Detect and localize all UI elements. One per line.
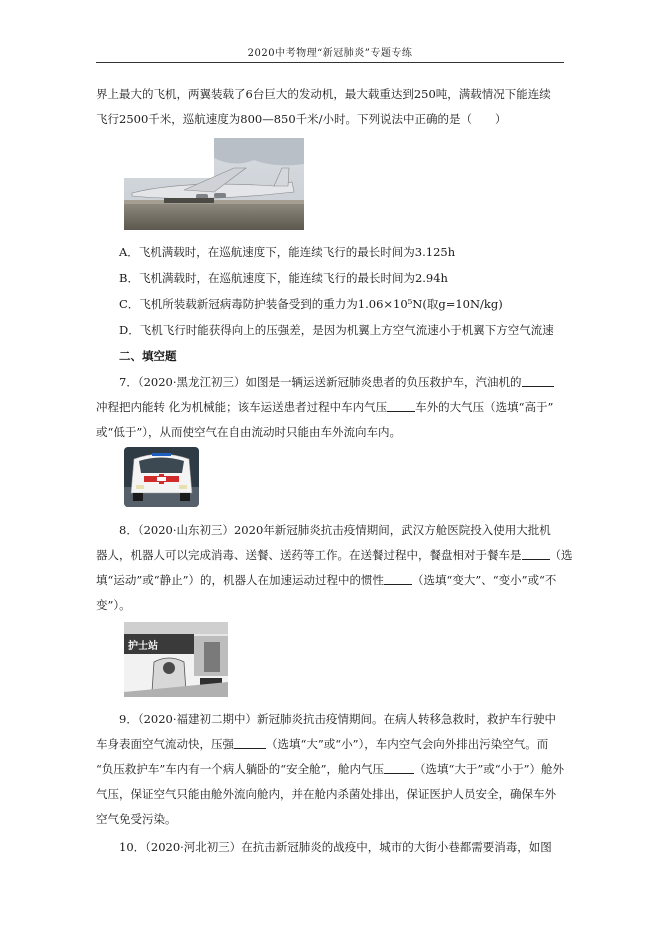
q9-text-line4: 气压，保证空气只能由舱外流向舱内，并在舱内杀菌处排出，保证医护人员安全，确保车外 — [96, 787, 556, 801]
q6-text-line1: 界上最大的飞机，两翼装载了6台巨大的发动机，最大载重达到250吨，满载情况下能连续 — [96, 87, 551, 101]
q8-text-part: （选填“变大”、“变小”或“不 — [412, 573, 557, 587]
airplane-illustration — [124, 138, 304, 230]
q9-blank-2[interactable] — [384, 762, 414, 774]
q9-text-part: （选填“大”或“小”），车内空气会向外排出污染空气。而 — [266, 737, 549, 751]
q8-blank-2[interactable] — [384, 573, 412, 585]
q8-text-line2 — [96, 547, 573, 563]
q8-text-line4: 变”）。 — [96, 598, 131, 612]
q6-option-d: D．飞机飞行时能获得向上的压强差，是因为机翼上方空气流速小于机翼下方空气流速 — [119, 323, 554, 337]
q7-text-line2 — [96, 399, 553, 415]
q9-text-part: 车身表面空气流动快，压强 — [96, 737, 234, 751]
q6-option-c: C．飞机所装载新冠病毒防护装备受到的重力为1.06×10⁵N(取g=10N/kg) — [119, 297, 503, 311]
q6-text-line2: 飞行2500千米，巡航速度为800—850千米/小时。下列说法中正确的是（ ） — [96, 112, 507, 126]
q8-text-part: （选 — [549, 548, 573, 562]
section-fill-in-blank-title: 二、填空题 — [119, 349, 177, 363]
page-header: 2020中考物理“新冠肺炎”专题专练 — [247, 48, 413, 59]
q9-text-part: “负压救护车”车内有一个病人躺卧的“安全舱”，舱内气压 — [96, 762, 385, 776]
airplane-image — [124, 138, 304, 230]
q9-text-line5: 空气免受污染。 — [96, 812, 177, 826]
q10-text-line1: 10．（2020·河北初三）在抗击新冠肺炎的战疫中，城市的大街小巷都需要消毒，如图 — [119, 840, 552, 854]
q7-text-part: 冲程把内能转 化为机械能；该车运送患者过程中车内气压 — [96, 400, 388, 414]
robot-illustration — [124, 622, 228, 697]
q6-option-b: B．飞机满载时，在巡航速度下，能连续飞行的最长时间为2.94h — [119, 271, 448, 285]
q9-blank-1[interactable] — [234, 737, 266, 749]
q7-blank-1[interactable] — [522, 375, 554, 387]
header-rule — [96, 62, 564, 63]
ambulance-illustration — [124, 447, 199, 507]
robot-nurse-station-image — [124, 622, 228, 697]
q8-text-part: 填“运动”或“静止”）的，机器人在加速运动过程中的惯性 — [96, 573, 385, 587]
q7-text-part: 车外的大气压（选填“高于” — [415, 400, 554, 414]
nurse-station-sign: 护士站 — [128, 641, 158, 652]
q7-text-line3: 或“低于”），从而使空气在自由流动时只能由车外流向车内。 — [96, 425, 402, 439]
q8-text-part: 器人，机器人可以完成消毒、送餐、送药等工作。在送餐过程中，餐盘相对于餐车是 — [96, 548, 522, 562]
ambulance-image — [124, 447, 199, 507]
q6-option-a: A．飞机满载时，在巡航速度下，能连续飞行的最长时间为3.125h — [119, 245, 456, 259]
q8-text-line3 — [96, 572, 556, 588]
q7-text-line1 — [119, 374, 554, 390]
q7-text-part: 7．（2020·黑龙江初三）如图是一辆运送新冠肺炎患者的负压救护车，汽油机的 — [119, 375, 522, 389]
q9-text-line2 — [96, 736, 548, 752]
q9-text-part: （选填“大于”或“小于”）舱外 — [414, 762, 565, 776]
q9-text-line3 — [96, 761, 564, 777]
q8-blank-1[interactable] — [522, 548, 550, 560]
q8-text-line1: 8．（2020·山东初三）2020年新冠肺炎抗击疫情期间，武汉方舱医院投入使用大批机 — [119, 523, 551, 537]
q9-text-line1: 9．（2020·福建初二期中）新冠肺炎抗击疫情期间。在病人转移急救时，救护车行驶中 — [119, 712, 556, 726]
q7-blank-2[interactable] — [387, 400, 415, 412]
